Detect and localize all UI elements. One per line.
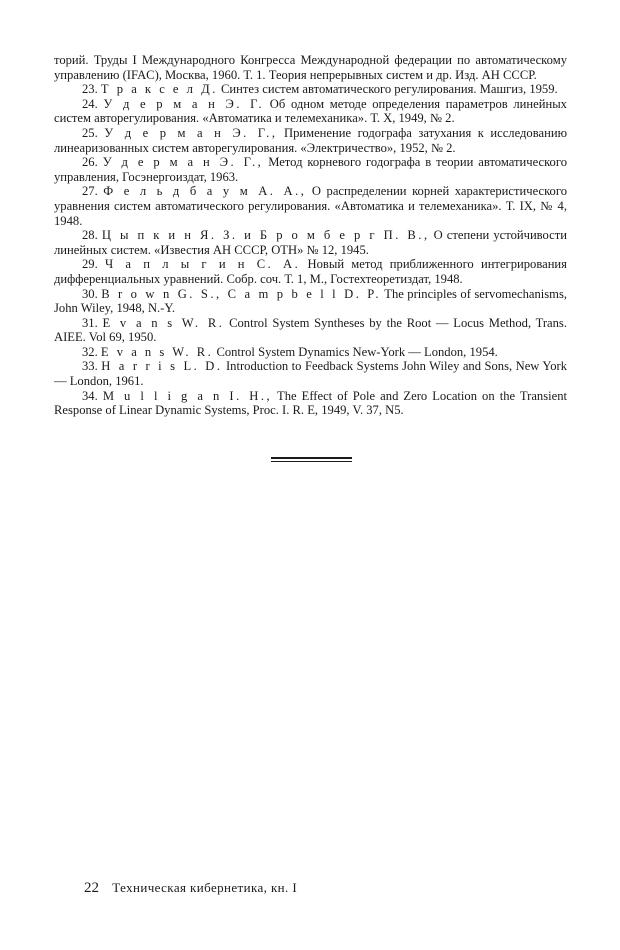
reference-number: 23. [82,82,98,97]
reference-author: B r o w n G. S., C a m p b e l l D. P. [101,286,382,301]
reference-text: Control System Syntheses by the Root — Locus Method, Trans. AIEE. Vol 69, 1950. [54,315,567,345]
reference-item [54,345,567,360]
page-footer [84,880,297,897]
reference-number: 28. [82,228,98,243]
reference-item [54,359,567,388]
reference-text: О распределении корней характеристического уравнения систем автоматического регулирования. «Автоматика и телемеханика». Т. IX, № 4, 1948. [54,184,568,228]
reference-item [54,257,567,286]
reference-author: У д е р м а н Э. Г. [103,96,265,111]
reference-author: У д е р м а н Э. Г., [102,155,264,170]
reference-number: 29. [82,257,98,272]
reference-item [54,389,567,418]
reference-text: The Effect of Pole and Zero Location on the Transient Response of Linear Dynamic Systems, Proc. I. R. E, 1949, V. 37, N5. [54,388,568,418]
reference-number: 31. [82,315,98,330]
reference-text: Новый метод приближенного интегрирования дифференциальных уравнений. Собр. соч. Т. 1, М., Гостехтеоретиздат, 1948. [54,257,567,286]
reference-number: 33. [82,359,98,374]
reference-text: Применение годографа затухания к исследованию линеаризованных систем авторегулирования. «Электричество», 1952, № 2. [54,125,567,155]
reference-items [54,82,567,418]
reference-number: 26. [82,155,98,170]
reference-author: Ц ы п к и н Я. З. и Б р о м б е р г П. В., [101,228,430,243]
reference-text: Control System Dynamics New-York — London, 1954. [216,344,498,359]
reference-author: M u l l i g a n I. H., [102,388,273,403]
reference-author: Ф е л ь д б а у м А. А., [103,184,307,199]
reference-number: 24. [82,96,98,111]
reference-text: The principles of servomechanisms, John Wiley, 1948, N.-Y. [54,286,568,316]
reference-author: Ч а п л ы г и н С. А. [104,257,301,272]
reference-number: 25. [82,125,98,140]
reference-author: У д е р м а н Э. Г., [104,125,278,140]
reference-item [54,287,567,316]
reference-author: H a r r i s L. D. [101,359,223,374]
reference-item [54,155,567,184]
reference-text: Метод корневого годографа в теории автоматического управления, Госэнергоиздат, 1963. [54,155,567,184]
reference-text: Об одном методе определения параметров линейных систем авторегулирования. «Автоматика и телемеханика». Т. X, 1949, № 2. [54,96,567,126]
reference-text: Синтез систем автоматического регулирования. Машгиз, 1959. [221,82,558,97]
reference-author: E v a n s W. R. [102,315,225,330]
reference-continuation: торий. Труды I Международного Конгресса Международной федерации по автоматическому управлению (IFAC), Москва, 1960. Т. 1. Теория непрерывных систем и др. Изд. АН СССР. [54,53,567,82]
reference-item [54,82,567,97]
reference-number: 27. [82,184,98,199]
reference-item [54,97,567,126]
reference-item [54,228,567,257]
reference-number: 34. [82,388,98,403]
reference-item [54,126,567,155]
reference-item [54,184,567,228]
end-divider [271,457,352,462]
running-title: Техническая кибернетика, кн. I [112,880,298,895]
reference-item [54,316,567,345]
reference-author: Т р а к с е л Д. [100,82,218,97]
reference-number: 32. [82,344,98,359]
reference-list [54,53,567,418]
page-number: 22 [84,880,99,896]
reference-author: E v a n s W. R. [100,344,214,359]
reference-number: 30. [82,286,98,301]
reference-text: О степени устойчивости линейных систем. «Известия АН СССР, ОТН» № 12, 1945. [54,228,567,257]
reference-text: Introduction to Feedback Systems John Wiley and Sons, New York — London, 1961. [54,359,567,389]
